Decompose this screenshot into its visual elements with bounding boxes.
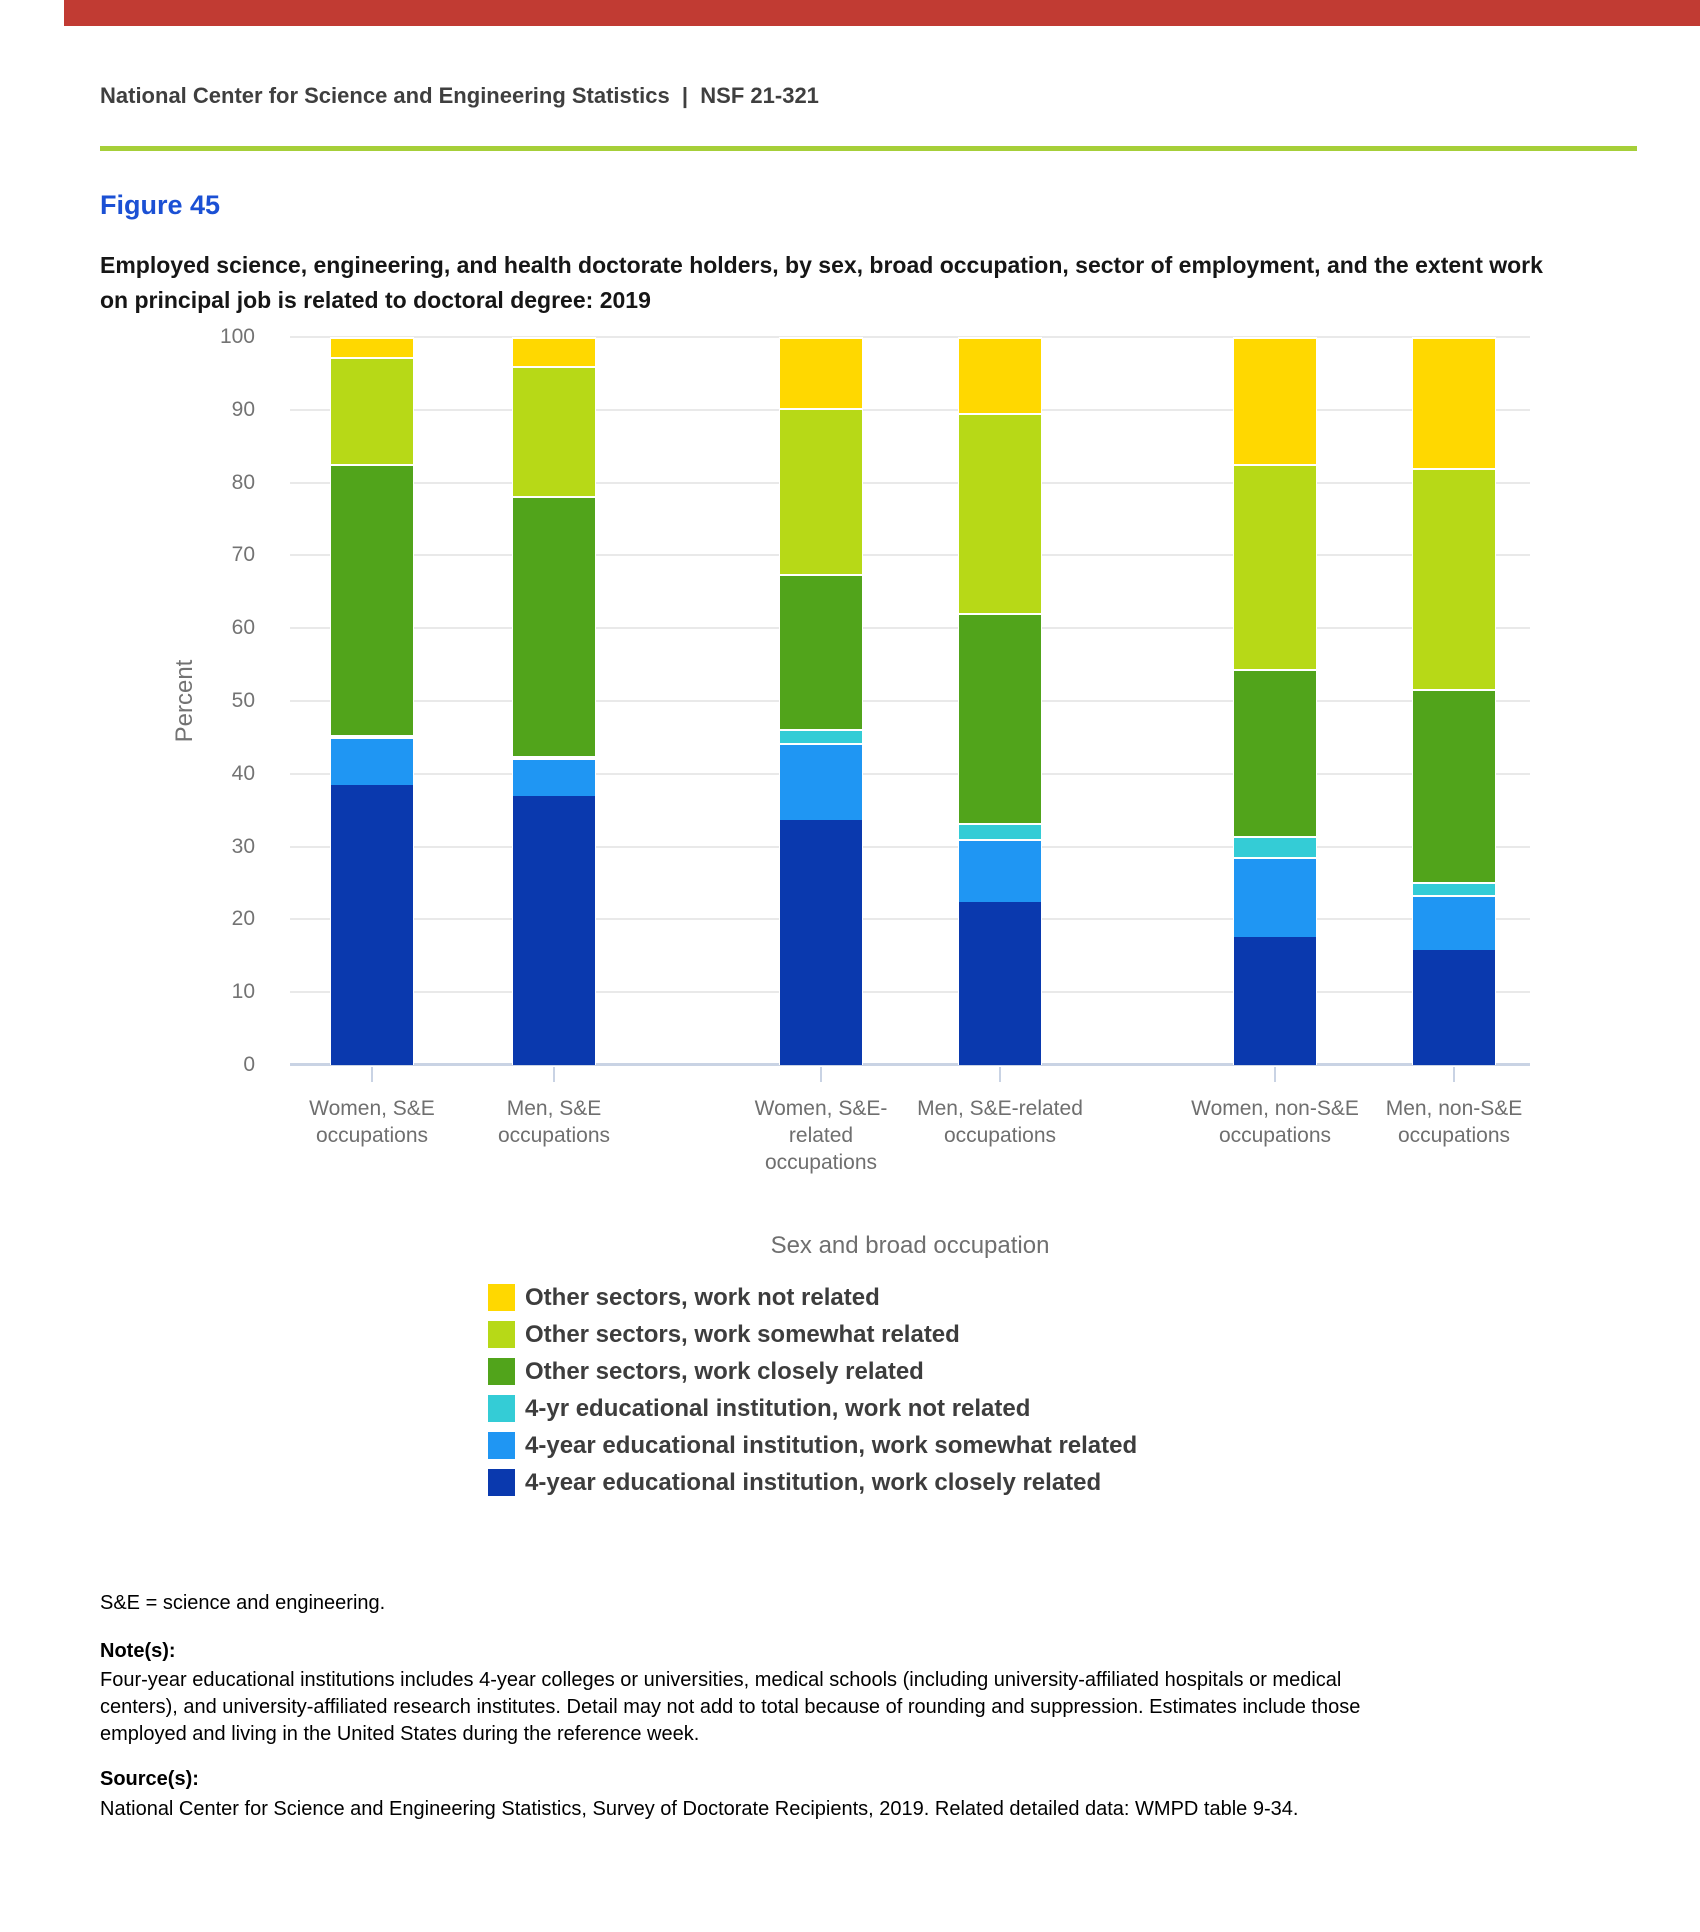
source-text: National Center for Science and Engineering Statistics, Survey of Doctorate Recipients, 2019. Related detailed data: WMPD table 9-34. — [100, 1798, 1299, 1820]
x-category-label: Women, S&E occupations — [309, 1097, 435, 1147]
bar-segment — [779, 337, 863, 408]
y-tick-label: 80 — [231, 470, 255, 494]
y-axis-title: Percent — [171, 659, 198, 743]
legend-swatch — [488, 1284, 515, 1311]
x-tick-mark — [553, 1067, 555, 1082]
bar-segment — [512, 758, 596, 796]
legend-swatch — [488, 1432, 515, 1459]
bar-segment — [1233, 857, 1317, 937]
bar-segment — [958, 839, 1042, 902]
gridline — [290, 918, 1530, 920]
gridline — [290, 846, 1530, 848]
abbreviation-note: S&E = science and engineering. — [100, 1592, 386, 1614]
bar-2 — [512, 337, 596, 1065]
notes-heading: Note(s): — [100, 1640, 176, 1662]
bar-segment — [779, 574, 863, 730]
x-category-label: Men, S&E-related occupations — [917, 1097, 1083, 1147]
report-header: National Center for Science and Engineering Statistics | NSF 21-321 — [100, 83, 819, 108]
top-banner — [64, 0, 1700, 26]
y-axis — [160, 325, 255, 1076]
bar-segment — [512, 337, 596, 366]
y-tick-label: 90 — [231, 397, 255, 421]
x-tick-mark — [1453, 1067, 1455, 1082]
bar-segment — [779, 820, 863, 1065]
bar-segment — [958, 613, 1042, 823]
bar-segment — [779, 408, 863, 573]
bar-segment — [512, 796, 596, 1065]
y-tick-label: 60 — [231, 616, 255, 640]
bar-segment — [1233, 836, 1317, 857]
section-divider — [100, 146, 1637, 151]
bar-segment — [958, 413, 1042, 613]
bar-segment — [1233, 669, 1317, 836]
bar-5 — [1233, 337, 1317, 1065]
bar-1 — [330, 337, 414, 1065]
legend-row — [488, 1395, 1137, 1422]
gridline — [290, 627, 1530, 629]
y-tick-label: 10 — [231, 980, 255, 1004]
x-tick-mark — [820, 1067, 822, 1082]
bar-segment — [1412, 337, 1496, 468]
x-tick-mark — [371, 1067, 373, 1082]
stacked-bar-chart — [290, 337, 1530, 1174]
bar-segment — [512, 496, 596, 756]
gridline — [290, 336, 1530, 338]
figure-title: Employed science, engineering, and health doctorate holders, by sex, broad occupation, sector of employment, and the extent work on principal job is related to doctoral degree: 2019 — [100, 252, 1543, 313]
x-axis-baseline — [290, 1063, 1530, 1066]
y-tick-label: 100 — [219, 325, 255, 348]
legend-label: Other sectors, work not related — [525, 1283, 880, 1311]
source-heading: Source(s): — [100, 1768, 199, 1790]
bar-segment — [330, 337, 414, 357]
gridline — [290, 991, 1530, 993]
x-category-label: Men, non-S&E occupations — [1385, 1097, 1523, 1147]
legend-swatch — [488, 1321, 515, 1348]
legend-label: 4-year educational institution, work somewhat related — [525, 1431, 1138, 1459]
notes-text: Four-year educational institutions includes 4-year colleges or universities, medical schools (including university-affiliated hospitals or medical centers), and university-affiliated research institutes. Detail may not add to total because of rounding and suppression. Estimates include those employed and living in the United States during the reference week. — [100, 1669, 1361, 1745]
bar-segment — [1412, 689, 1496, 883]
x-category-label: Women, S&E- related occupations — [754, 1097, 888, 1174]
bar-segment — [330, 357, 414, 464]
bar-segment — [958, 337, 1042, 413]
chart-legend — [488, 1284, 1137, 1506]
bar-segment — [1412, 882, 1496, 894]
x-category-label: Women, non-S&E occupations — [1191, 1097, 1359, 1147]
legend-row — [488, 1284, 1137, 1311]
y-tick-label: 30 — [231, 834, 255, 858]
figure-number: Figure 45 — [100, 190, 221, 220]
x-axis-title: Sex and broad occupation — [770, 1232, 1050, 1259]
bar-segment — [958, 823, 1042, 839]
bar-segment — [330, 737, 414, 785]
gridline — [290, 554, 1530, 556]
bar-segment — [779, 729, 863, 743]
legend-swatch — [488, 1395, 515, 1422]
legend-label: 4-year educational institution, work closely related — [525, 1468, 1102, 1496]
legend-swatch — [488, 1358, 515, 1385]
bar-segment — [1233, 464, 1317, 669]
gridline — [290, 700, 1530, 702]
bar-segment — [330, 464, 414, 734]
gridline — [290, 482, 1530, 484]
x-tick-mark — [1274, 1067, 1276, 1082]
x-category-label: Men, S&E occupations — [497, 1097, 611, 1147]
bar-segment — [1412, 895, 1496, 950]
bar-3 — [779, 337, 863, 1065]
bar-6 — [1412, 337, 1496, 1065]
legend-swatch — [488, 1469, 515, 1496]
y-tick-label: 20 — [231, 907, 255, 931]
bar-segment — [1412, 468, 1496, 689]
legend-row — [488, 1321, 1137, 1348]
gridline — [290, 409, 1530, 411]
legend-label: Other sectors, work somewhat related — [525, 1320, 960, 1348]
bar-segment — [1233, 937, 1317, 1065]
bar-4 — [958, 337, 1042, 1065]
legend-row — [488, 1469, 1137, 1496]
y-tick-label: 0 — [243, 1053, 255, 1076]
bar-segment — [958, 902, 1042, 1065]
bar-segment — [1412, 950, 1496, 1065]
bar-segment — [512, 366, 596, 496]
bar-segment — [330, 785, 414, 1065]
gridline — [290, 773, 1530, 775]
y-tick-label: 50 — [231, 689, 255, 712]
y-tick-label: 70 — [231, 543, 255, 567]
legend-row — [488, 1358, 1137, 1385]
x-tick-mark — [999, 1067, 1001, 1082]
bar-segment — [1233, 337, 1317, 464]
legend-label: Other sectors, work closely related — [525, 1357, 924, 1385]
legend-label: 4-yr educational institution, work not related — [525, 1394, 1031, 1422]
legend-row — [488, 1432, 1137, 1459]
bar-segment — [779, 743, 863, 819]
y-tick-label: 40 — [231, 761, 255, 785]
